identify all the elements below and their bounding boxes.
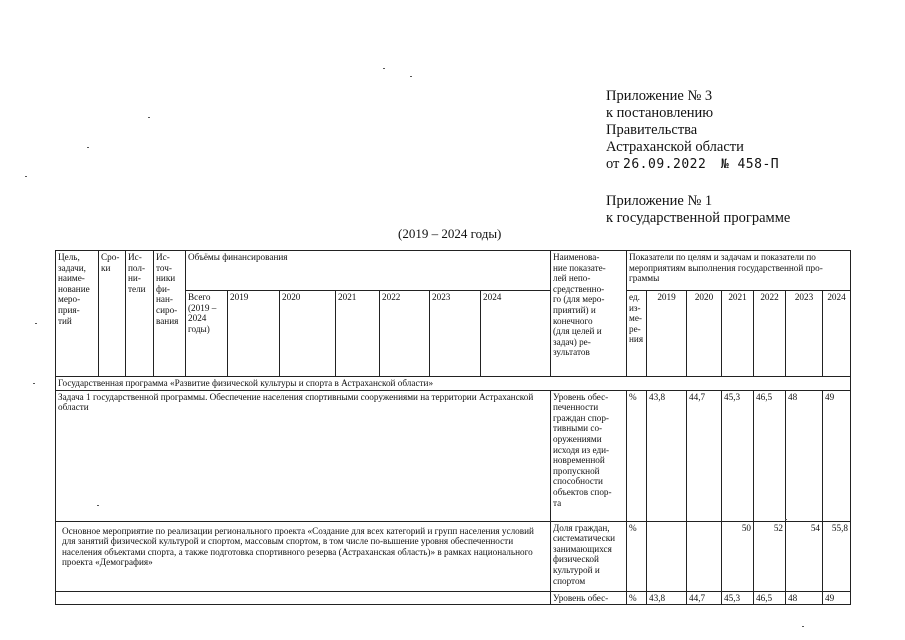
appendix-3-block xyxy=(606,88,779,173)
header-row-1 xyxy=(56,251,851,291)
measure-value: 54 xyxy=(786,521,823,591)
appendix-3-date-line xyxy=(606,156,779,173)
header-indicators: Показатели по целям и задачам и показатели по мероприятиям выполнения государственной про- граммы xyxy=(627,251,851,291)
task-value: 48 xyxy=(786,390,823,521)
measure-value: 52 xyxy=(754,521,786,591)
header-fund-year: 2019 xyxy=(228,291,280,377)
header-fund-year: 2021 xyxy=(336,291,380,377)
header-terms: Сро- ки xyxy=(99,251,126,377)
header-total: Всего (2019 – 2024 годы) xyxy=(186,291,228,377)
measure-value: 50 xyxy=(722,521,754,591)
resolution-number: № 458-П xyxy=(720,157,780,172)
header-ind-year: 2019 xyxy=(647,291,687,377)
header-sources: Ис- точ- ники фи- нан- сиро- вания xyxy=(154,251,186,377)
scan-speck xyxy=(383,68,385,69)
appendix-3-region: Астраханской области xyxy=(606,139,744,155)
task-row xyxy=(56,390,851,521)
task-text: Задача 1 государственной программы. Обеспечение населения спортивными сооружениями на территории Астраханской области xyxy=(56,390,551,521)
last-value: 48 xyxy=(786,591,823,605)
program-row xyxy=(56,377,851,391)
header-ind-year: 2022 xyxy=(754,291,786,377)
appendix-1-block xyxy=(606,193,790,227)
last-value: 45,3 xyxy=(722,591,754,605)
header-ind-year: 2020 xyxy=(687,291,722,377)
measure-indicator: Доля граждан, систематически занимающихся физической культурой и спортом xyxy=(551,521,627,591)
header-fund-year: 2022 xyxy=(380,291,430,377)
header-indicator-name: Наименова- ние показате- лей непо- средственно- го (для меро- приятий) и конечного (для целей и задач) ре- зультатов xyxy=(551,251,627,377)
last-value: 43,8 xyxy=(647,591,687,605)
measure-value: 55,8 xyxy=(823,521,851,591)
measure-value xyxy=(647,521,687,591)
scan-speck xyxy=(802,626,804,627)
appendix-3-government: Правительства xyxy=(606,122,698,138)
measure-value xyxy=(687,521,722,591)
scan-speck xyxy=(33,383,35,384)
appendix-3-resolution: к постановлению xyxy=(606,105,714,121)
header-fund-year: 2024 xyxy=(481,291,551,377)
last-value: 44,7 xyxy=(687,591,722,605)
last-row-text xyxy=(56,591,551,605)
scan-speck xyxy=(785,519,787,520)
program-title: Государственная программа «Развитие физической культуры и спорта в Астраханской области» xyxy=(56,377,851,391)
task-value: 43,8 xyxy=(647,390,687,521)
resolution-date: 26.09.2022 xyxy=(623,157,707,172)
task-value: 46,5 xyxy=(754,390,786,521)
task-value: 49 xyxy=(823,390,851,521)
measure-row xyxy=(56,521,851,591)
scan-speck xyxy=(35,323,37,324)
header-ind-year: 2023 xyxy=(786,291,823,377)
appendix-1-title: Приложение № 1 xyxy=(606,193,713,209)
header-goal: Цель, задачи, наиме- нование меро- прия- тий xyxy=(56,251,99,377)
header-executors: Ис- пол- ни- тели xyxy=(126,251,154,377)
header-ind-year: 2021 xyxy=(722,291,754,377)
last-value: 49 xyxy=(823,591,851,605)
appendix-1-program: к государственной программе xyxy=(606,210,791,226)
last-indicator: Уровень обес- xyxy=(551,591,627,605)
task-value: 45,3 xyxy=(722,390,754,521)
program-period: (2019 – 2024 годы) xyxy=(398,226,502,241)
measure-unit: % xyxy=(627,521,647,591)
last-row xyxy=(56,591,851,605)
last-value: 46,5 xyxy=(754,591,786,605)
scan-speck xyxy=(25,176,27,177)
header-ind-year: 2024 xyxy=(823,291,851,377)
task-indicator: Уровень обес- печенности граждан спор- тивными со- оружениями исходя из еди- новременной пропускной способности объектов спор- та xyxy=(551,390,627,521)
measure-text: Основное мероприятие по реализации регионального проекта «Создание для всех категорий и групп населения условий для занятий физической культурой и спортом, массовым спортом, в том числе по-вышение уровня обеспеченности населения объектами спорта, а также подготовка спортивного резерва (Астраханская область)» в рамках национального проекта «Демография» xyxy=(56,521,551,591)
scan-speck xyxy=(87,147,89,148)
header-fund-year: 2023 xyxy=(430,291,481,377)
header-unit: ед. из- ме- ре- ния xyxy=(627,291,647,377)
scan-speck xyxy=(97,505,99,506)
task-value: 44,7 xyxy=(687,390,722,521)
header-funding: Объёмы финансирования xyxy=(186,251,551,291)
scan-speck xyxy=(410,76,412,77)
task-unit: % xyxy=(627,390,647,521)
program-table xyxy=(55,250,851,605)
appendix-3-title: Приложение № 3 xyxy=(606,88,713,104)
last-unit: % xyxy=(627,591,647,605)
date-prefix: от xyxy=(606,156,620,172)
header-fund-year: 2020 xyxy=(280,291,336,377)
scan-speck xyxy=(148,117,150,118)
